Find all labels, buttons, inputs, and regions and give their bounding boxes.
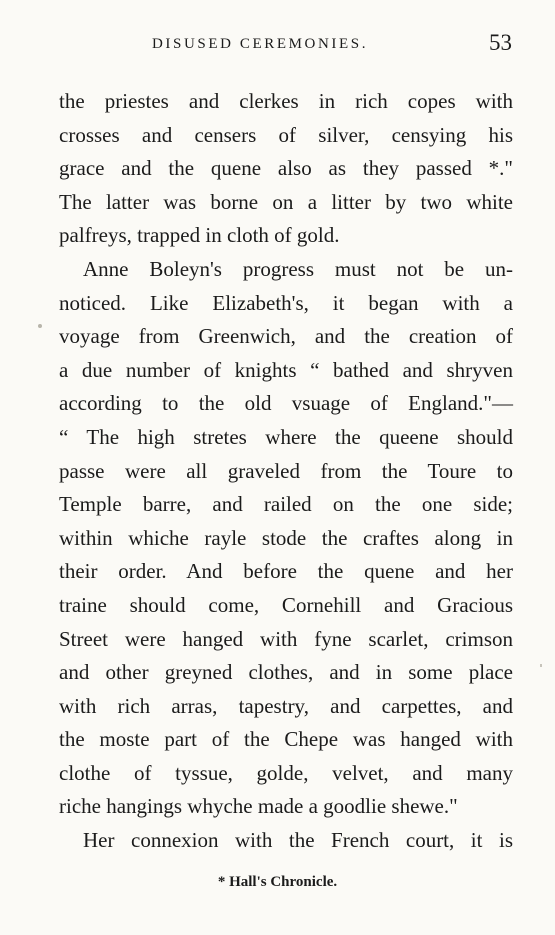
text-line: passe were all graveled from the Toure to bbox=[59, 458, 513, 483]
text-line: riche hangings whyche made a goodlie shewe." bbox=[59, 794, 458, 819]
text-line: according to the old vsuage of England."— bbox=[59, 391, 513, 416]
text-line: within whiche rayle stode the craftes along in bbox=[59, 525, 513, 550]
paragraph-start-line: Anne Boleyn's progress must not be un- bbox=[83, 256, 513, 281]
body-text bbox=[59, 85, 513, 858]
text-line: palfreys, trapped in cloth of gold. bbox=[59, 223, 340, 248]
page-number: 53 bbox=[489, 30, 512, 55]
text-line: Temple barre, and railed on the one side; bbox=[59, 492, 513, 517]
paragraph-start-line: Her connexion with the French court, it is bbox=[83, 828, 513, 853]
margin-mark bbox=[540, 664, 542, 667]
text-line: clothe of tyssue, golde, velvet, and many bbox=[59, 760, 513, 785]
running-head bbox=[152, 30, 512, 56]
text-line: their order. And before the quene and her bbox=[59, 559, 513, 584]
text-line: grace and the quene also as they passed *." bbox=[59, 156, 513, 181]
text-line: “ The high stretes where the queene should bbox=[59, 424, 513, 449]
text-line: a due number of knights “ bathed and shryven bbox=[59, 357, 513, 382]
margin-mark bbox=[38, 324, 42, 328]
text-line: the moste part of the Chepe was hanged with bbox=[59, 727, 513, 752]
text-line: The latter was borne on a litter by two white bbox=[59, 189, 513, 214]
text-line: voyage from Greenwich, and the creation of bbox=[59, 324, 513, 349]
footnote: * Hall's Chronicle. bbox=[217, 874, 338, 890]
text-line: Street were hanged with fyne scarlet, crimson bbox=[59, 626, 513, 651]
text-line: traine should come, Cornehill and Gracious bbox=[59, 592, 513, 617]
text-line: and other greyned clothes, and in some place bbox=[59, 660, 513, 685]
text-line: crosses and censers of silver, censying his bbox=[59, 122, 513, 147]
text-line: with rich arras, tapestry, and carpettes, and bbox=[59, 693, 513, 718]
text-line: the priestes and clerkes in rich copes with bbox=[59, 89, 513, 113]
text-line: noticed. Like Elizabeth's, it began with a bbox=[59, 290, 513, 315]
running-title: DISUSED CEREMONIES. bbox=[152, 36, 369, 52]
